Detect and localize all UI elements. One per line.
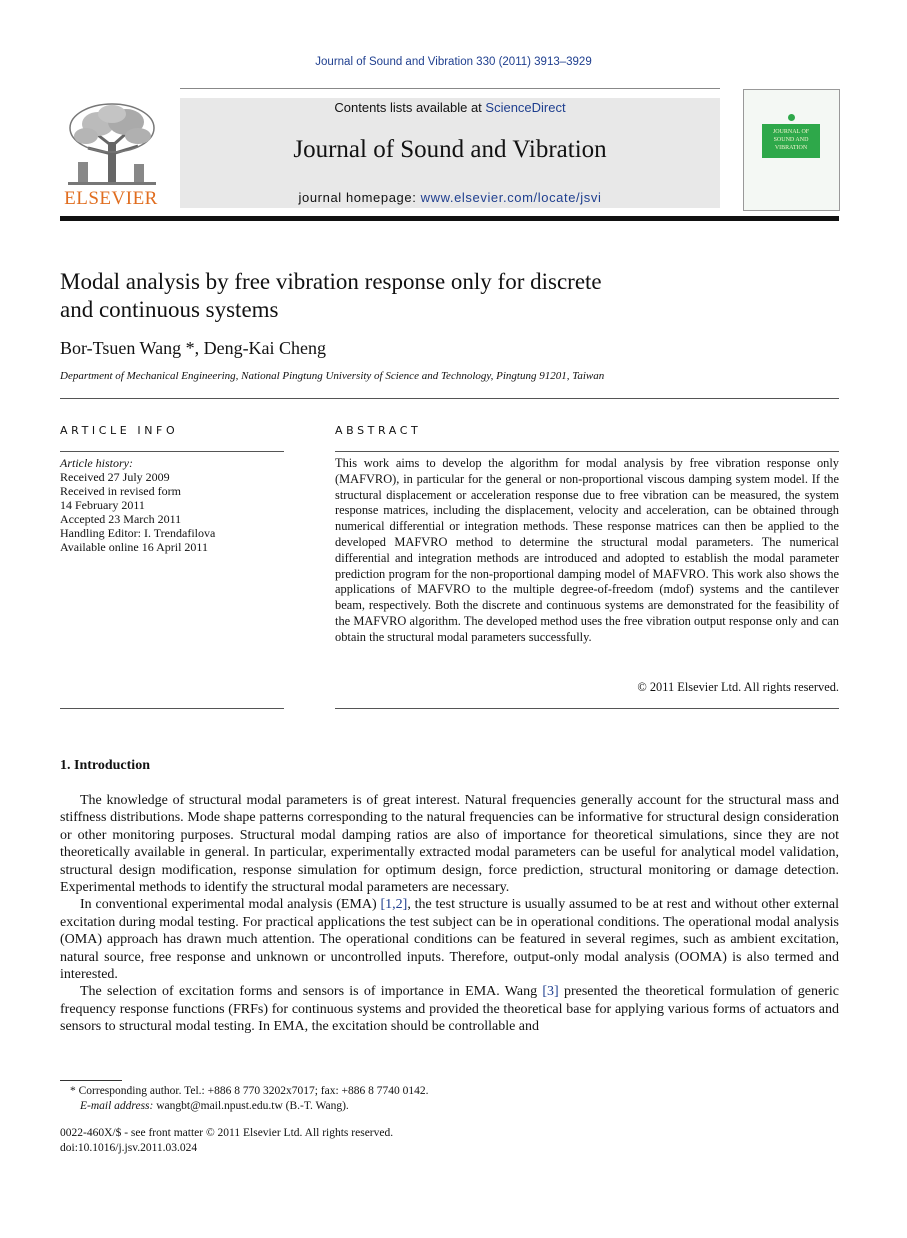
- abstract-rule: [335, 451, 839, 452]
- tree-logo-icon: [64, 102, 160, 188]
- paragraph-text: , the test structure is usually assumed to be at rest and without other external excitation during modal testing. For practical applications the test subject can be in operational conditions. The operational modal analysis (OMA) approach has drawn much attention. The operational conditions can be featured in several regimes, such as ambient excitation, natural source, free response and unknown or uncontrolled inputs. Therefore, output-only modal analysis (OOMA) is also termed and interested.: [60, 897, 840, 983]
- legal-info: [60, 1126, 393, 1156]
- publisher-wordmark: ELSEVIER: [64, 188, 158, 209]
- sciencedirect-link[interactable]: ScienceDirect: [485, 100, 566, 115]
- paragraph: The knowledge of structural modal parameters is of great interest. Natural frequencies generally account for the structural mass and stiffness distributions. Mode shape patterns corresponding to the natural frequencies can be informative for structural design consideration or other monitoring purposes. Structural modal damping ratios are also of importance for theoretical simulations, since they are not theoretically available in general. In particular, experimentally extracted modal parameters can be useful for analytical model validation, structural design modification, response simulation for optimum design, force prediction, structural monitoring or damage detection. Experimental methods to identify the structural modal parameters are necessary.: [60, 793, 839, 896]
- article-info-bottom-rule: [60, 708, 284, 709]
- article-history: [60, 456, 290, 554]
- email-note: [60, 1099, 760, 1114]
- title-line-2: and continuous systems: [60, 297, 279, 322]
- homepage-line: [180, 190, 720, 205]
- citation-link[interactable]: [3]: [542, 984, 559, 1000]
- article-info-rule: [60, 451, 284, 452]
- history-item: Handling Editor: I. Trendafilova: [60, 526, 216, 540]
- cover-emblem-icon: [788, 114, 795, 121]
- banner-top-rule: [180, 88, 720, 89]
- email-label: E-mail address:: [80, 1100, 154, 1112]
- elsevier-logo: [60, 100, 162, 212]
- introduction-body: [60, 792, 839, 1036]
- authors: Bor-Tsuen Wang *, Deng-Kai Cheng: [60, 338, 327, 358]
- abstract-text: This work aims to develop the algorithm for modal analysis by free vibration response only (MAFVRO), in particular for the general or non-proportional viscous damping system model. If the structural displacement or acceleration response due to free vibration can be measured, the system response matrices, including the displacement, velocity and acceleration, can be obtained through numerical differential or integration methods. These response matrices can then be applied to the developed MAFVRO method to determine the structural modal parameters. The numerical differential and integration methods are introduced and adopted to establish the modal parameter prediction program for the non-proportional damping model of MAFVRO. This work also shows the applications of MAFVRO to the multiple degree-of-freedom (mdof) systems and the cantilever beam, respectively. Both the discrete and continuous systems are demonstrated for the feasibility of the MAFVRO algorithm. The developed method uses the free vibration output response only and can obtain the structural modal parameters successfully.: [335, 456, 839, 644]
- front-matter: 0022-460X/$ - see front matter © 2011 Elsevier Ltd. All rights reserved.: [60, 1127, 394, 1139]
- paragraph-text: The selection of excitation forms and sensors is of importance in EMA. Wang: [80, 984, 543, 1000]
- title-line-1: Modal analysis by free vibration response only for discrete: [60, 269, 602, 294]
- contents-line: [180, 100, 720, 115]
- cover-title: JOURNAL OF SOUND AND VIBRATION: [762, 124, 820, 158]
- footnotes: [60, 1084, 760, 1114]
- contents-prefix: Contents lists available at: [334, 100, 486, 115]
- journal-title: Journal of Sound and Vibration: [293, 136, 607, 163]
- homepage-link[interactable]: www.elsevier.com/locate/jsvi: [420, 190, 602, 205]
- article-info-heading: ARTICLE INFO: [60, 424, 179, 437]
- history-item: 14 February 2011: [60, 498, 145, 512]
- history-item: Received 27 July 2009: [60, 470, 170, 484]
- homepage-prefix: journal homepage:: [298, 190, 421, 205]
- journal-banner: [180, 98, 720, 208]
- corresponding-author-note: * Corresponding author. Tel.: +886 8 770 3202x7017; fax: +886 8 7740 0142.: [70, 1085, 429, 1097]
- history-item: Received in revised form: [60, 484, 181, 498]
- journal-reference: Journal of Sound and Vibration 330 (2011) 3913–3929: [315, 56, 592, 68]
- abstract-heading: ABSTRACT: [335, 424, 422, 437]
- section-heading-introduction: 1. Introduction: [60, 758, 150, 773]
- history-item: Accepted 23 March 2011: [60, 512, 182, 526]
- header-rule: [60, 216, 839, 221]
- abstract-bottom-rule: [335, 708, 839, 709]
- paragraph: [60, 896, 839, 983]
- email-value[interactable]: wangbt@mail.npust.edu.tw (B.-T. Wang).: [153, 1100, 349, 1112]
- citation-link[interactable]: [1,2]: [380, 897, 408, 913]
- history-head: Article history:: [60, 456, 133, 470]
- affiliation-rule: [60, 398, 839, 399]
- affiliation: Department of Mechanical Engineering, National Pingtung University of Science and Technology, Pingtung 91201, Taiwan: [60, 370, 605, 382]
- doi[interactable]: doi:10.1016/j.jsv.2011.03.024: [60, 1142, 198, 1154]
- history-item: Available online 16 April 2011: [60, 540, 208, 554]
- journal-cover-thumbnail: [743, 89, 840, 211]
- paragraph-text: presented the theoretical formulation of generic frequency response functions (FRFs) for continuous systems and provided the theoretical base for applying various forms of actuators and sensors to structural modal testing. In EMA, the excitation should be controllable and: [60, 984, 840, 1035]
- paragraph: [60, 983, 839, 1035]
- article-title: [60, 268, 840, 324]
- footnote-rule: [60, 1080, 122, 1081]
- paragraph-text: In conventional experimental modal analysis (EMA): [80, 897, 381, 913]
- abstract-copyright: © 2011 Elsevier Ltd. All rights reserved.: [637, 680, 839, 694]
